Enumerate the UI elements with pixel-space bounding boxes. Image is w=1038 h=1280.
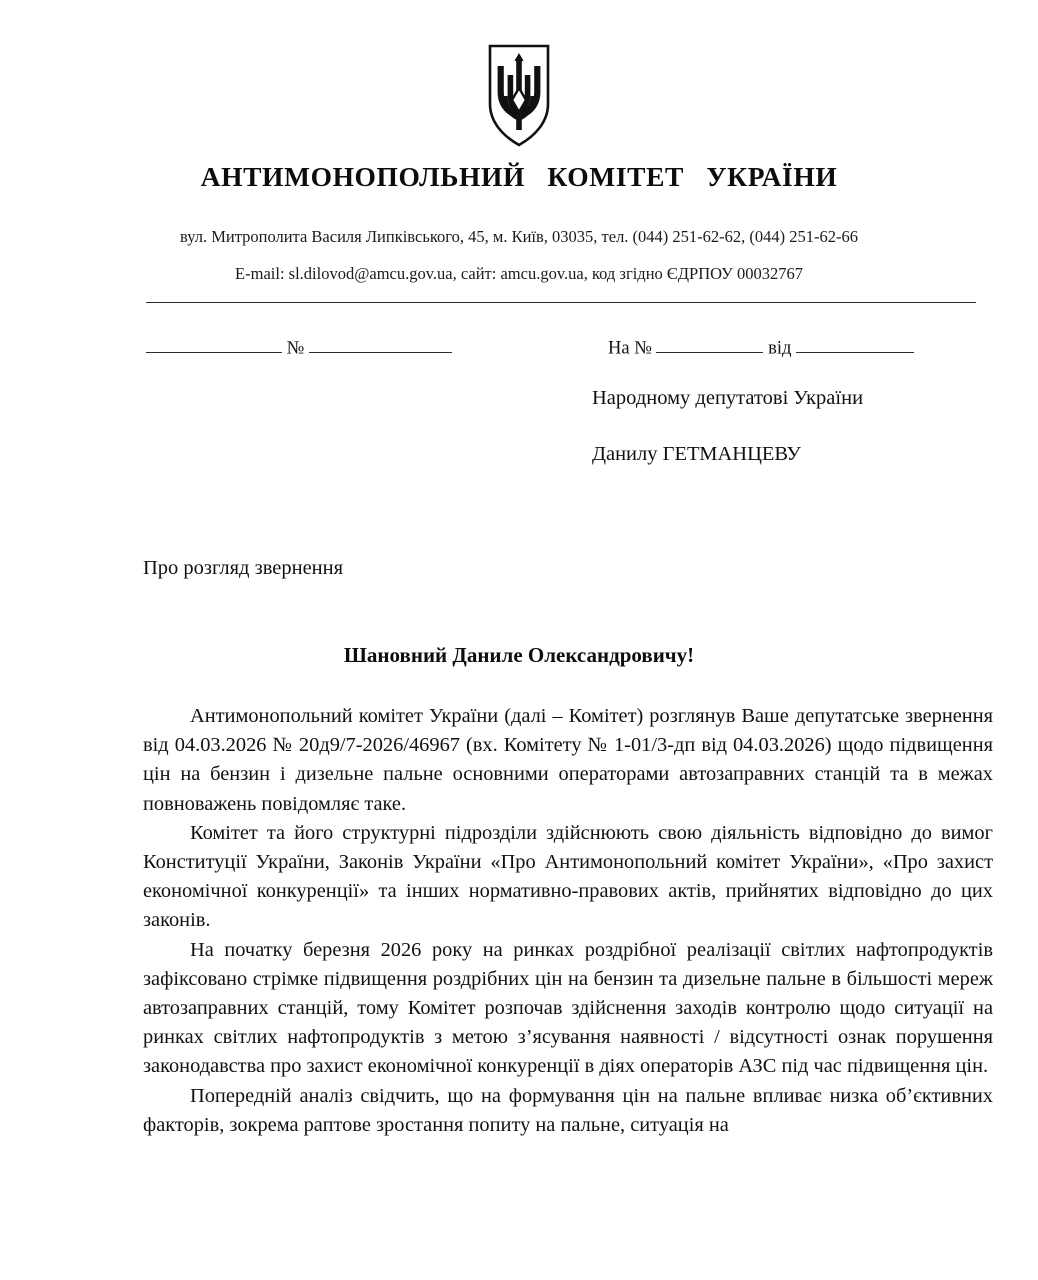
addressee-name: Данилу ГЕТМАНЦЕВУ xyxy=(592,443,801,465)
header-divider xyxy=(146,302,976,303)
ukraine-coat-of-arms-trident-icon xyxy=(488,135,550,152)
reference-row xyxy=(146,335,986,359)
outgoing-blank-field[interactable] xyxy=(146,334,282,354)
body-paragraph: Комітет та його структурні підрозділи здійснюють свою діяльність відповідно до вимог Конституції України, Законів України «Про Антимонопольний комітет України», «Про захист економічної конкуренції» та інших нормативно-правових актів, прийнятих відповідно до цих законів. xyxy=(143,821,993,932)
body-paragraph: На початку березня 2026 року на ринках роздрібної реалізації світлих нафтопродуктів зафіксовано стрімке підвищення роздрібних цін на бензин та дизельне пальне в більшості мереж автозаправних станцій, тому Комітет розпочав здійснення заходів контролю щодо ситуації на ринках світлих нафтопродуктів з метою з’ясування наявності / відсутності ознак порушення законодавства про захист економічної конкуренції в діях операторів АЗС під час підвищення цін. xyxy=(143,938,993,1078)
incoming-reference-group xyxy=(608,334,914,360)
body-paragraph: Попередній аналіз свідчить, що на формування цін на пальне впливає низка об’єктивних факторів, зокрема раптове зростання попиту на пальне, ситуація на xyxy=(143,1084,993,1136)
date-label: від xyxy=(768,338,792,358)
addressee-role: Народному депутатові України xyxy=(592,387,864,409)
salutation: Шановний Даниле Олександровичу! xyxy=(343,643,695,667)
subject-line: Про розгляд звернення xyxy=(143,557,344,579)
body-text xyxy=(143,702,993,1140)
addressee-block xyxy=(592,388,992,488)
body-paragraph: Антимонопольний комітет України (далі – Комітет) розглянув Ваше депутатське звернення від 04.03.2026 № 20д9/7-2026/46967 (вх. Комітету № 1-01/3-дп від 04.03.2026) щодо підвищення цін на бензин і дизельне пальне основними операторами автозаправних станцій та в межах повноважень повідомляє таке. xyxy=(143,705,993,815)
organisation-title: АНТИМОНОПОЛЬНИЙ КОМІТЕТ УКРАЇНИ xyxy=(200,161,838,192)
incoming-number-field[interactable] xyxy=(656,334,763,354)
outgoing-reference-group xyxy=(146,334,452,360)
number-sign-label: № xyxy=(286,338,305,358)
date-field[interactable] xyxy=(796,334,914,354)
outgoing-number-field[interactable] xyxy=(309,334,452,354)
coat-of-arms-container xyxy=(0,44,1038,148)
contact-email-line: E-mail: sl.dilovod@amcu.gov.ua, сайт: amcu.gov.ua, код згідно ЄДРПОУ 00032767 xyxy=(235,264,803,283)
incoming-number-label: На № xyxy=(608,338,652,358)
contact-address-line: вул. Митрополита Василя Липківського, 45, м. Київ, 03035, тел. (044) 251-62-62, (044) 251-62-66 xyxy=(179,227,859,246)
